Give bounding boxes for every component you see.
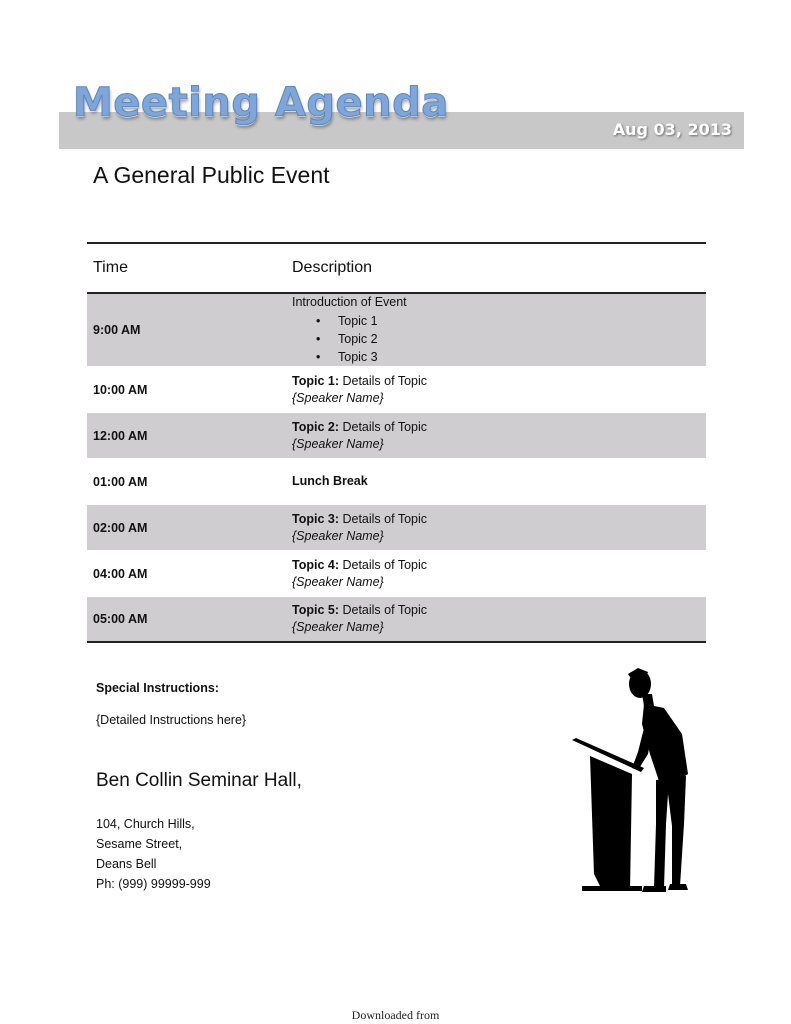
- row-description: [292, 294, 706, 366]
- row-time: 10:00 AM: [93, 382, 148, 397]
- special-instructions-text: {Detailed Instructions here}: [96, 713, 247, 727]
- table-row: [87, 458, 706, 504]
- topic-text: Details of Topic: [339, 557, 428, 572]
- topic-text: Details of Topic: [339, 373, 428, 388]
- row-description: [292, 511, 706, 545]
- list-item: • Topic 2: [292, 330, 706, 348]
- venue-name: Ben Collin Seminar Hall,: [96, 770, 302, 791]
- agenda-table: [87, 242, 706, 643]
- row-time: 05:00 AM: [93, 612, 148, 626]
- row-time: 01:00 AM: [93, 474, 148, 489]
- row-time: 04:00 AM: [93, 566, 148, 581]
- meeting-date: Aug 03, 2013: [612, 120, 732, 139]
- list-item: • Topic 3: [292, 348, 706, 366]
- speaker-name: {Speaker Name}: [292, 390, 384, 405]
- row-time: 12:00 AM: [93, 428, 148, 443]
- special-instructions-heading: Special Instructions:: [96, 681, 219, 695]
- address-line: Deans Bell: [96, 857, 157, 871]
- speaker-name: {Speaker Name}: [292, 528, 384, 543]
- intro-text: Introduction of Event: [292, 295, 407, 309]
- row-time: 02:00 AM: [93, 520, 148, 535]
- speaker-name: {Speaker Name}: [292, 436, 384, 451]
- address-line: 104, Church Hills,: [96, 817, 195, 831]
- header-description: Description: [292, 259, 373, 276]
- topic-label: Topic 4:: [292, 557, 339, 572]
- speaker-name: {Speaker Name}: [292, 574, 384, 589]
- speaker-name: {Speaker Name}: [292, 620, 384, 634]
- footer-text: Downloaded from: [351, 1008, 440, 1022]
- table-row: [87, 504, 706, 550]
- row-description: [292, 473, 706, 490]
- table-row: [87, 596, 706, 643]
- row-description: [292, 557, 706, 591]
- venue-address: [96, 814, 211, 894]
- topic-text: Details of Topic: [339, 419, 428, 434]
- topic-label: Topic 5:: [292, 603, 339, 617]
- row-time: 9:00 AM: [93, 323, 141, 337]
- table-row: [87, 412, 706, 458]
- row-description: [292, 602, 706, 636]
- table-header: [87, 244, 706, 294]
- table-row: [87, 294, 706, 366]
- list-item: • Topic 1: [292, 312, 706, 330]
- address-line: Sesame Street,: [96, 837, 183, 851]
- break-label: Lunch Break: [292, 474, 368, 488]
- row-description: [292, 419, 706, 453]
- topic-label: Topic 3:: [292, 511, 339, 526]
- header-time: Time: [93, 259, 128, 276]
- phone-line: Ph: (999) 99999-999: [96, 877, 211, 891]
- topic-text: Details of Topic: [339, 511, 428, 526]
- table-row: [87, 366, 706, 412]
- table-row: [87, 550, 706, 596]
- topic-label: Topic 2:: [292, 419, 339, 434]
- page-title: Meeting Agenda: [73, 80, 449, 126]
- topic-text: Details of Topic: [339, 603, 428, 617]
- topic-list: [292, 312, 706, 366]
- row-description: [292, 373, 706, 407]
- event-subtitle: A General Public Event: [93, 162, 330, 188]
- speaker-at-podium-icon: [568, 664, 708, 896]
- topic-label: Topic 1:: [292, 373, 339, 388]
